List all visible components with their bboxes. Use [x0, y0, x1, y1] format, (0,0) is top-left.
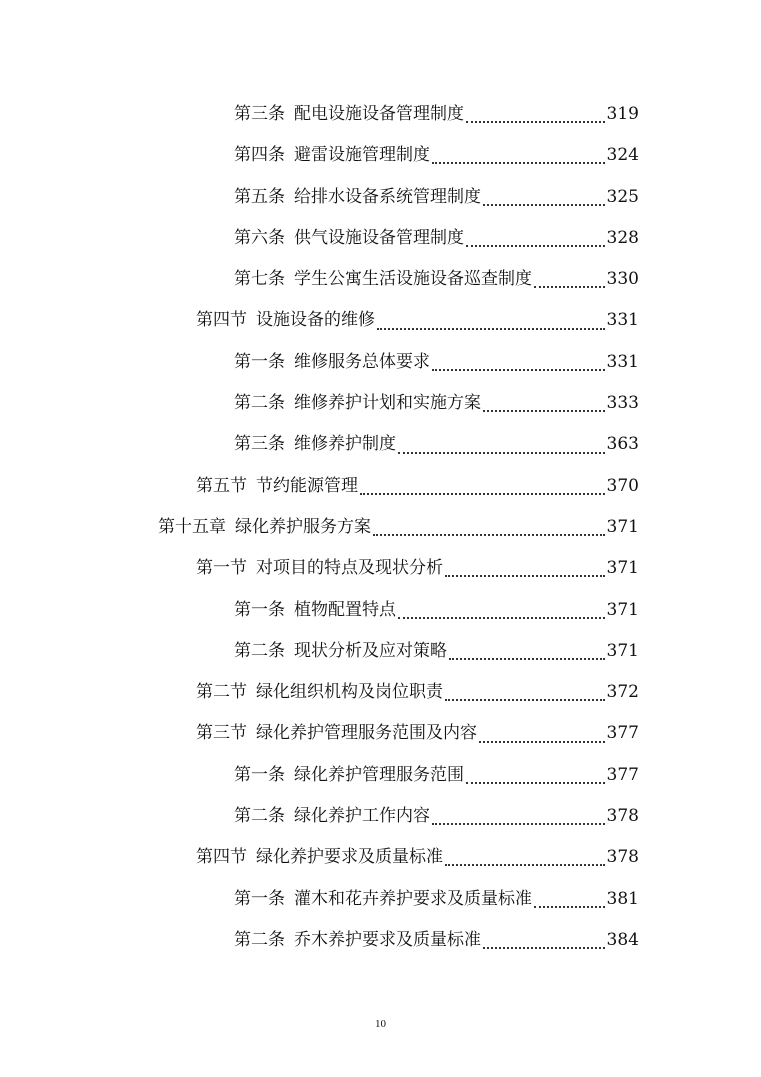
toc-entry-page: 319 [606, 104, 639, 124]
toc-entry-page: 378 [606, 847, 639, 868]
toc-dot-leader [483, 203, 605, 206]
toc-entry-title: 绿化养护管理服务范围及内容 [256, 723, 477, 744]
toc-entry-page: 330 [606, 269, 639, 290]
toc-entry-title: 绿化养护工作内容 [294, 806, 430, 827]
toc-dot-leader [483, 946, 605, 949]
toc-entry-prefix: 第三条 [234, 434, 285, 455]
toc-entry-title: 乔木养护要求及质量标准 [294, 929, 481, 950]
toc-entry-title: 对项目的特点及现状分析 [256, 558, 443, 579]
toc-entry-title: 维修养护计划和实施方案 [294, 393, 481, 414]
toc-entry-title: 维修养护制度 [294, 434, 396, 455]
toc-dot-leader [466, 781, 605, 784]
toc-dot-leader [466, 120, 605, 123]
toc-entry-page: 371 [606, 640, 639, 661]
toc-entry[interactable] [0, 424, 761, 465]
toc-entry[interactable] [0, 177, 761, 218]
toc-entry-page: 384 [606, 929, 639, 950]
toc-entry-prefix: 第六条 [234, 227, 285, 248]
toc-entry-title: 供气设施设备管理制度 [294, 227, 464, 248]
toc-entry-prefix: 第四节 [196, 847, 247, 868]
toc-entry-title: 绿化组织机构及岗位职责 [256, 682, 443, 703]
toc-entry-prefix: 第五条 [234, 186, 285, 207]
toc-entry[interactable] [0, 135, 761, 176]
toc-dot-leader [445, 863, 605, 866]
toc-entry-title: 绿化养护要求及质量标准 [256, 847, 443, 868]
toc-entry[interactable] [0, 383, 761, 424]
table-of-contents [0, 94, 761, 961]
toc-entry-prefix: 第二条 [234, 393, 285, 414]
toc-entry-page: 370 [606, 475, 639, 496]
toc-entry-prefix: 第四条 [234, 145, 285, 166]
toc-entry-title: 学生公寓生活设施设备巡查制度 [294, 269, 532, 290]
toc-entry-prefix: 第十五章 [158, 516, 226, 537]
toc-entry-prefix: 第四节 [196, 310, 247, 331]
toc-entry-title: 给排水设备系统管理制度 [294, 186, 481, 207]
toc-entry-prefix: 第一条 [234, 599, 285, 620]
toc-entry-page: 372 [606, 682, 639, 703]
toc-entry[interactable] [0, 259, 761, 300]
toc-entry-page: 378 [606, 806, 639, 827]
toc-dot-leader [466, 244, 605, 247]
toc-entry-page: 371 [606, 599, 639, 620]
toc-dot-leader [432, 822, 605, 825]
toc-dot-leader [534, 905, 605, 908]
toc-entry-prefix: 第一条 [234, 888, 285, 909]
toc-entry-page: 377 [606, 764, 639, 785]
toc-entry-title: 现状分析及应对策略 [294, 640, 447, 661]
toc-entry-page: 333 [606, 393, 639, 414]
toc-entry-title: 节约能源管理 [256, 475, 358, 496]
toc-dot-leader [398, 616, 605, 619]
toc-entry-prefix: 第二条 [234, 640, 285, 661]
toc-dot-leader [449, 657, 605, 660]
toc-entry-prefix: 第五节 [196, 475, 247, 496]
toc-entry[interactable] [0, 920, 761, 961]
toc-entry-prefix: 第三节 [196, 723, 247, 744]
toc-entry[interactable] [0, 796, 761, 837]
toc-dot-leader [432, 161, 605, 164]
toc-entry-page: 377 [606, 723, 639, 744]
toc-entry[interactable] [0, 755, 761, 796]
toc-entry-page: 325 [606, 186, 639, 207]
toc-entry[interactable] [0, 879, 761, 920]
toc-dot-leader [445, 698, 605, 701]
toc-entry-title: 灌木和花卉养护要求及质量标准 [294, 888, 532, 909]
toc-dot-leader [534, 285, 605, 288]
toc-entry-title: 绿化养护服务方案 [235, 516, 371, 537]
toc-entry-title: 植物配置特点 [294, 599, 396, 620]
toc-entry[interactable] [0, 672, 761, 713]
toc-entry-title: 配电设施设备管理制度 [294, 104, 464, 124]
toc-dot-leader [445, 574, 605, 577]
toc-entry-prefix: 第七条 [234, 269, 285, 290]
page-number: 10 [375, 1018, 386, 1030]
toc-entry[interactable] [0, 466, 761, 507]
toc-entry-page: 331 [606, 351, 639, 372]
toc-entry-page: 324 [606, 145, 639, 166]
toc-entry-prefix: 第二节 [196, 682, 247, 703]
toc-entry-page: 371 [606, 516, 639, 537]
toc-entry-prefix: 第一条 [234, 351, 285, 372]
toc-dot-leader [483, 409, 605, 412]
toc-entry[interactable] [0, 590, 761, 631]
toc-entry[interactable] [0, 837, 761, 878]
toc-entry[interactable] [0, 342, 761, 383]
toc-dot-leader [377, 327, 605, 330]
toc-entry-prefix: 第二条 [234, 929, 285, 950]
toc-dot-leader [398, 451, 605, 454]
toc-entry-title: 维修服务总体要求 [294, 351, 430, 372]
toc-entry-prefix: 第一条 [234, 764, 285, 785]
toc-entry[interactable] [0, 713, 761, 754]
toc-entry-prefix: 第二条 [234, 806, 285, 827]
toc-entry-title: 避雷设施管理制度 [294, 145, 430, 166]
toc-entry-prefix: 第一节 [196, 558, 247, 579]
toc-dot-leader [432, 368, 605, 371]
toc-entry[interactable] [0, 300, 761, 341]
toc-entry-title: 设施设备的维修 [256, 310, 375, 331]
toc-entry[interactable] [0, 631, 761, 672]
toc-entry-page: 328 [606, 227, 639, 248]
toc-dot-leader [360, 492, 605, 495]
toc-entry[interactable] [0, 94, 761, 135]
toc-entry-prefix: 第三条 [234, 104, 285, 124]
toc-entry-page: 363 [606, 434, 639, 455]
toc-entry[interactable] [0, 218, 761, 259]
toc-entry-page: 381 [606, 888, 639, 909]
toc-dot-leader [373, 533, 605, 536]
toc-dot-leader [479, 740, 605, 743]
toc-entry-page: 371 [606, 558, 639, 579]
toc-entry[interactable] [0, 548, 761, 589]
toc-entry-page: 331 [606, 310, 639, 331]
toc-entry[interactable] [0, 507, 761, 548]
toc-entry-title: 绿化养护管理服务范围 [294, 764, 464, 785]
